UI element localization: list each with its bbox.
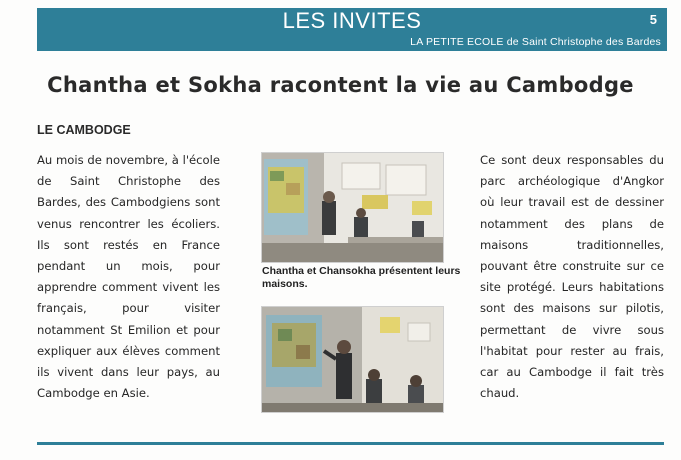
section-title: LES INVITES: [282, 8, 422, 33]
article-left-column: Au mois de novembre, à l'école de Saint Christophe des Bardes, des Cambodgiens sont venus rencontrer les écoliers. Ils sont restés en France pendant un mois, pour apprendre comment vivent les français, pour visiter notamment St Emilion et pour expliquer aux élèves comment ils vivent dans leur pays, au Cambodge en Asie.: [37, 153, 220, 401]
classroom-photo-2-image: [262, 307, 443, 412]
classroom-photo-1-image: [262, 153, 443, 262]
article-right-column: Ce sont deux responsables du parc archéologique d'Angkor où leur travail est de dessiner notamment des plans de maisons traditionnelles, pouvant être construite sur ce site protégé. Leurs habitations sont des maisons sur pilotis, permettant de vivre sous l'habitat pour rester au frais, car au Cambodge il fait très chaud.: [480, 153, 664, 401]
page-number: 5: [649, 12, 657, 27]
photo-caption: Chantha et Chansokha présentent leurs maisons.: [262, 265, 461, 290]
bottom-divider: [37, 442, 664, 445]
classroom-photo-1: [261, 152, 444, 263]
header-band: [37, 8, 667, 51]
classroom-photo-2: [261, 306, 444, 413]
newsletter-subtitle: LA PETITE ECOLE de Saint Christophe des Bardes: [410, 36, 661, 48]
article-kicker: LE CAMBODGE: [37, 123, 131, 137]
article-headline: Chantha et Sokha racontent la vie au Cambodge: [47, 73, 634, 97]
